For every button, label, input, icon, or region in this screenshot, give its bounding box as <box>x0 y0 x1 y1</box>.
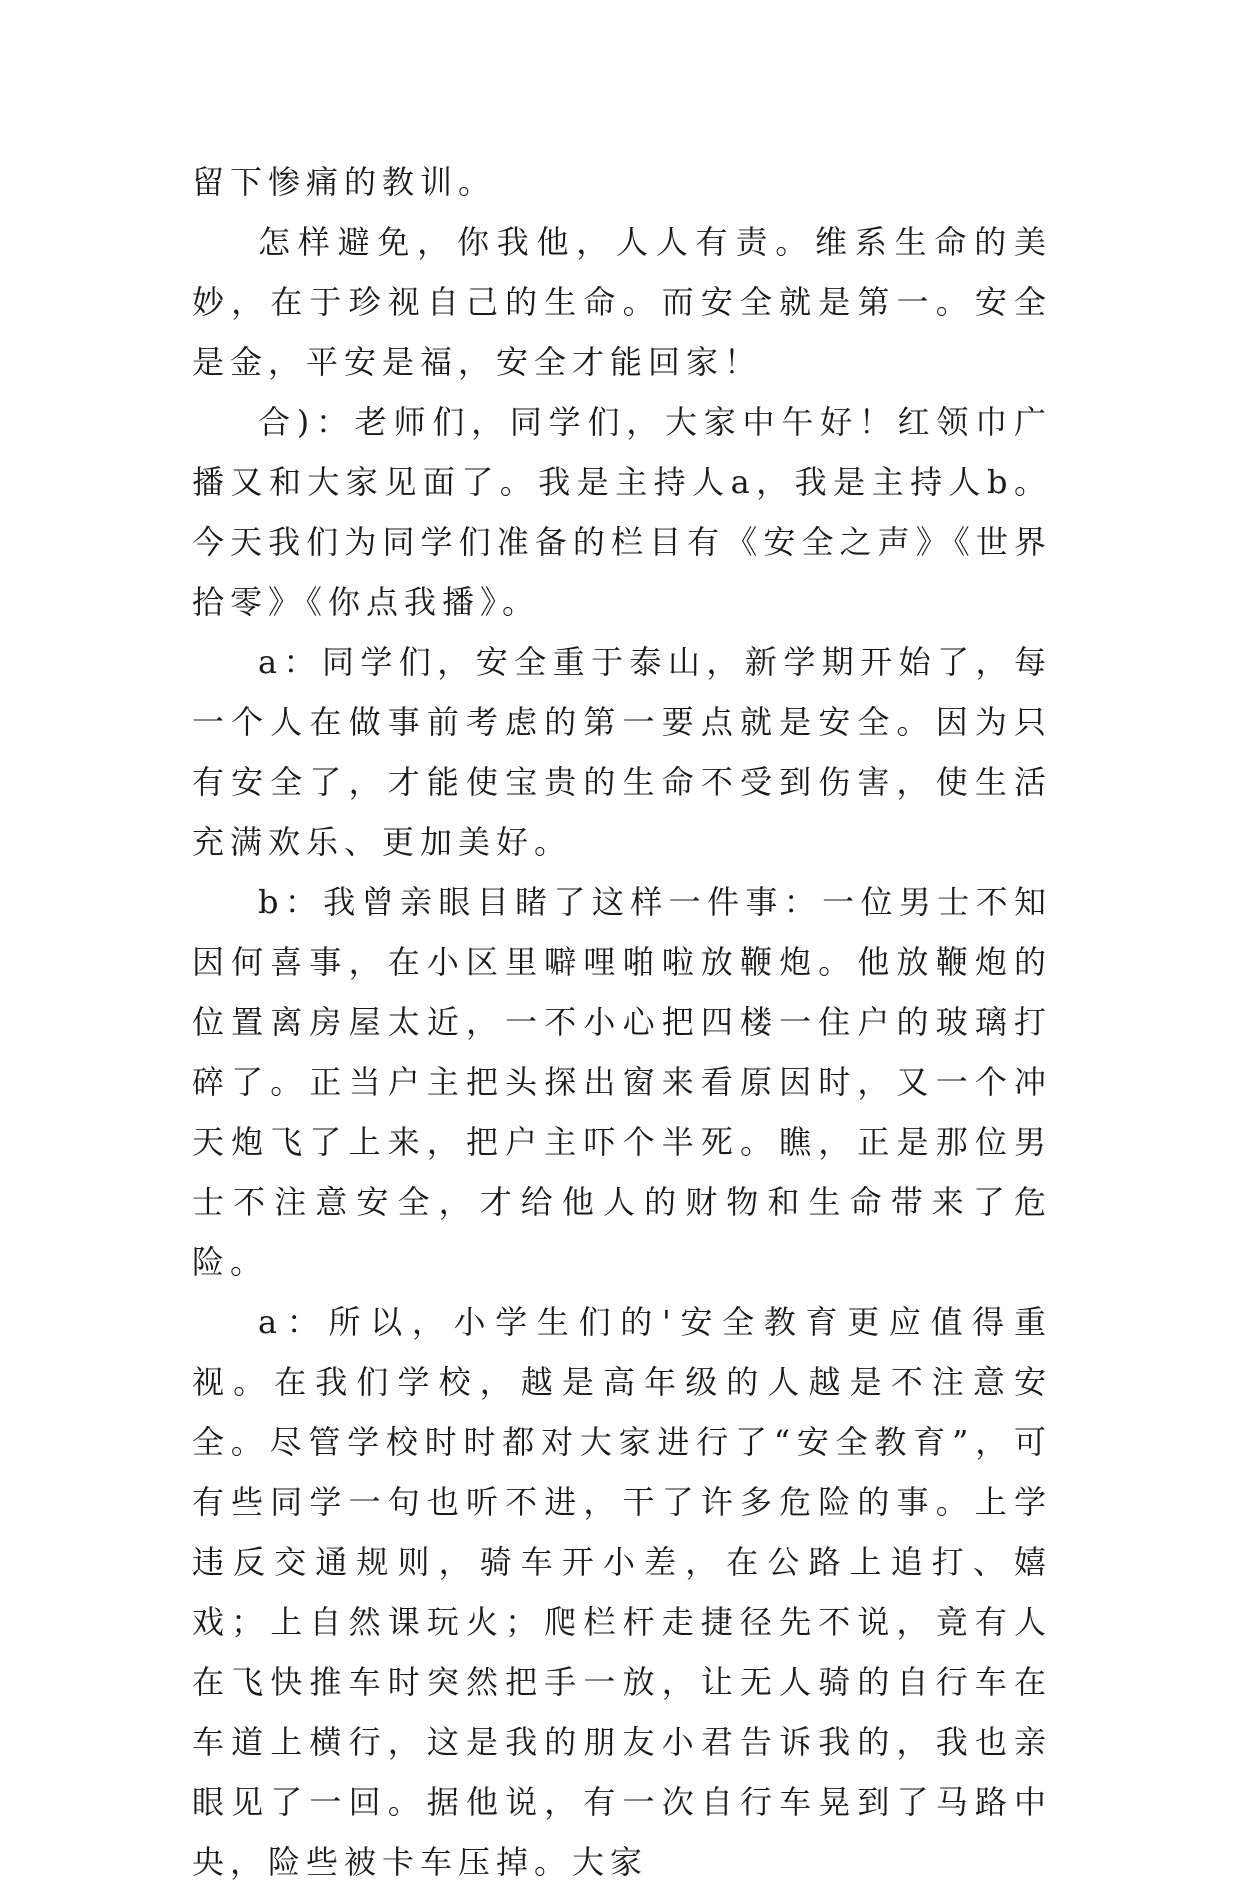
paragraph-host-b-story: b：我曾亲眼目睹了这样一件事：一位男士不知因何喜事，在小区里噼哩啪啦放鞭炮。他放鞭炮的位置离房屋太近，一不小心把四楼一住户的玻璃打碎了。正当户主把头探出窗来看原因时，又一个冲天炮飞了上来，把户主吓个半死。瞧，正是那位男士不注意安全，才给他人的财物和生命带来了危险。 <box>192 883 1052 1281</box>
paragraph-safety-responsibility: 怎样避免，你我他，人人有责。维系生命的美妙，在于珍视自己的生命。而安全就是第一。安全是金，平安是福，安全才能回家！ <box>192 223 1052 381</box>
paragraph-broadcast-opening: 合)：老师们，同学们，大家中午好！红领巾广播又和大家见面了。我是主持人a，我是主持人b。今天我们为同学们准备的栏目有《安全之声》《世界拾零》《你点我播》。 <box>192 403 1052 621</box>
document-body <box>192 152 1052 1892</box>
paragraph-host-a-school: a：所以，小学生们的'安全教育更应值得重视。在我们学校，越是高年级的人越是不注意安全。尽管学校时时都对大家进行了“安全教育”，可有些同学一句也听不进，干了许多危险的事。上学违反交通规则，骑车开小差，在公路上追打、嬉戏；上自然课玩火；爬栏杆走捷径先不说，竟有人在飞快推车时突然把手一放，让无人骑的自行车在车道上横行，这是我的朋友小君告诉我的，我也亲眼见了一回。据他说，有一次自行车晃到了马路中央，险些被卡车压掉。大家 <box>192 1303 1052 1881</box>
paragraph-continuation: 留下惨痛的教训。 <box>192 163 497 201</box>
paragraph-host-a-intro: a：同学们，安全重于泰山，新学期开始了，每一个人在做事前考虑的第一要点就是安全。因为只有安全了，才能使宝贵的生命不受到伤害，使生活充满欢乐、更加美好。 <box>192 643 1052 861</box>
